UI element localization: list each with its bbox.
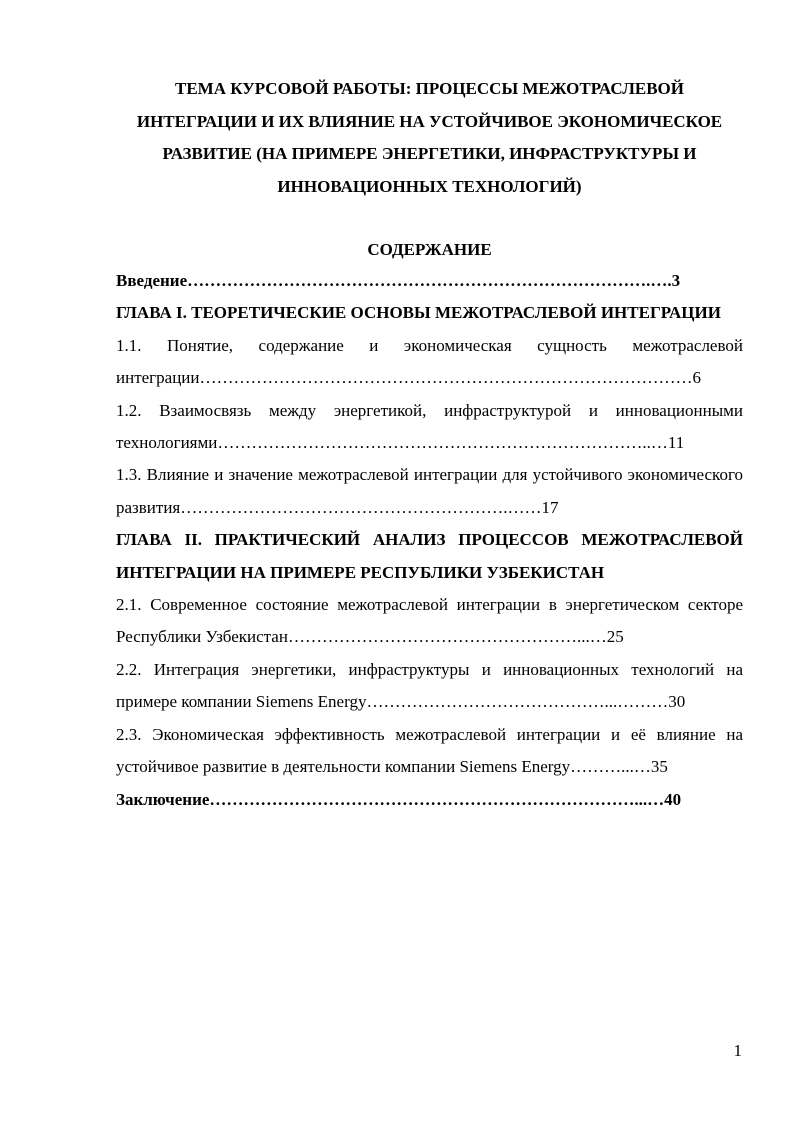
toc-entry-chapter-2: ГЛАВА II. ПРАКТИЧЕСКИЙ АНАЛИЗ ПРОЦЕССОВ МЕЖОТРАСЛЕВОЙ ИНТЕГРАЦИИ НА ПРИМЕРЕ РЕСПУБЛИКИ УЗБЕКИСТАН (116, 530, 743, 582)
toc-heading: СОДЕРЖАНИЕ (367, 240, 492, 259)
toc-entry-chapter-1: ГЛАВА I. ТЕОРЕТИЧЕСКИЕ ОСНОВЫ МЕЖОТРАСЛЕВОЙ ИНТЕГРАЦИИ (116, 303, 721, 323)
table-of-contents (116, 265, 743, 816)
toc-entry-2-3: 2.3. Экономическая эффективность межотраслевой интеграции и её влияние на устойчивое развитие в деятельности компании Siemens Energy………...…35 (116, 724, 743, 777)
toc-entry-1-2: 1.2. Взаимосвязь между энергетикой, инфраструктурой и инновационными технологиями…………………………………………………………………..…11 (116, 400, 743, 453)
toc-entry-1-3: 1.3. Влияние и значение межотраслевой интеграции для устойчивого экономического развития………………………………………………….……17 (116, 465, 743, 517)
page-number: 1 (733, 1041, 742, 1060)
document-title: ТЕМА КУРСОВОЙ РАБОТЫ: ПРОЦЕССЫ МЕЖОТРАСЛЕВОЙ ИНТЕГРАЦИИ И ИХ ВЛИЯНИЕ НА УСТОЙЧИВОЕ ЭКОНОМИЧЕСКОЕ РАЗВИТИЕ (НА ПРИМЕРЕ ЭНЕРГЕТИКИ, ИНФРАСТРУКТУРЫ И ИННОВАЦИОННЫХ ТЕХНОЛОГИЙ) (136, 79, 723, 196)
toc-entry-introduction: Введение……………………………………………………………………….….3 (116, 271, 681, 290)
toc-entry-2-2: 2.2. Интеграция энергетики, инфраструктуры и инновационных технологий на примере компании Siemens Energy……………………………………...………30 (116, 659, 743, 712)
toc-entry-1-1: 1.1. Понятие, содержание и экономическая сущность межотраслевой интеграции……………………………………………………………………………6 (116, 335, 743, 388)
toc-entry-2-1: 2.1. Современное состояние межотраслевой интеграции в энергетическом секторе Республики Узбекистан……………………………………………...…25 (116, 595, 743, 647)
toc-entry-conclusion: Заключение…………………………………………………………………...…40 (116, 789, 682, 809)
